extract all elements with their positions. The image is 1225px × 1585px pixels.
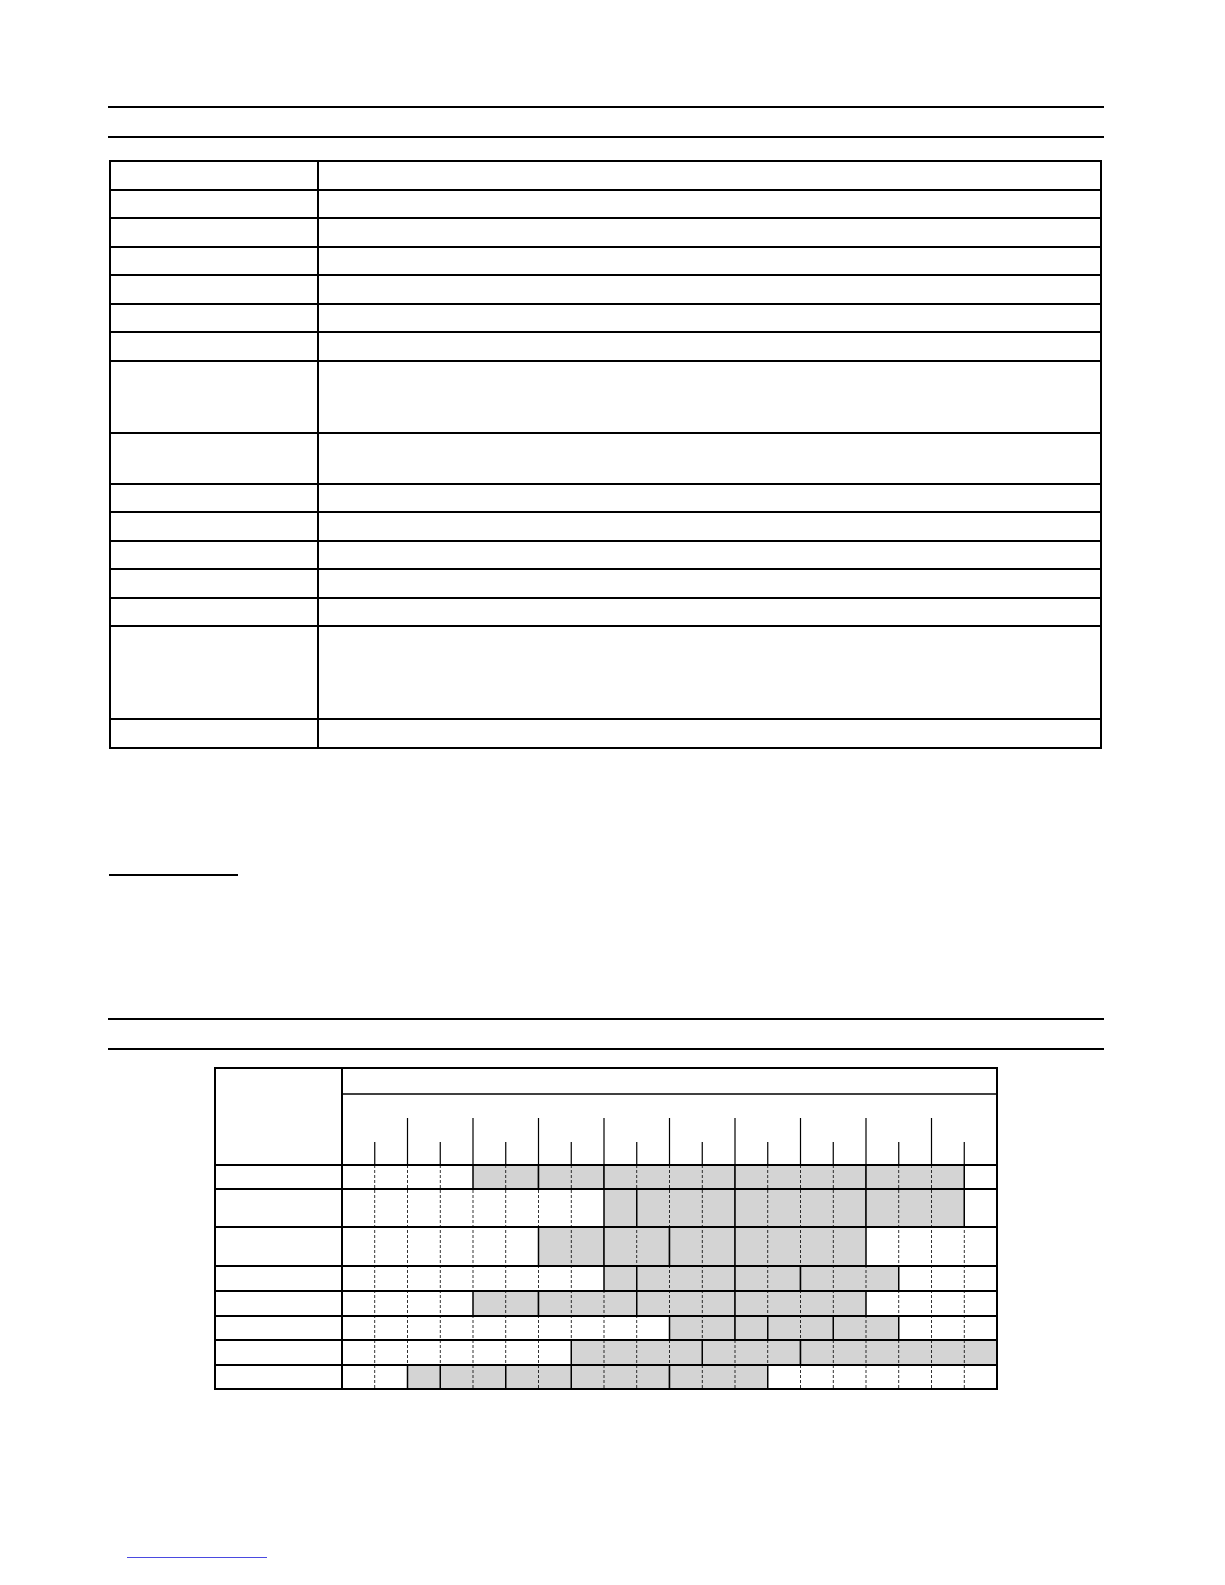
schedule-bar	[866, 1165, 964, 1189]
schedule-bar	[604, 1266, 637, 1291]
schedule-bar	[735, 1316, 768, 1340]
schedule-bar	[637, 1266, 735, 1291]
schedule-bar	[702, 1340, 800, 1365]
footer-link[interactable]	[127, 1557, 267, 1558]
schedule-bar	[670, 1365, 768, 1389]
schedule-bar	[637, 1189, 735, 1227]
schedule-bar	[637, 1291, 735, 1316]
schedule-bar	[571, 1365, 669, 1389]
schedule-bar	[866, 1189, 964, 1227]
schedule-bar	[408, 1365, 441, 1389]
schedule-bar	[539, 1291, 637, 1316]
schedule-bar	[604, 1189, 637, 1227]
schedule-bar	[801, 1266, 899, 1291]
